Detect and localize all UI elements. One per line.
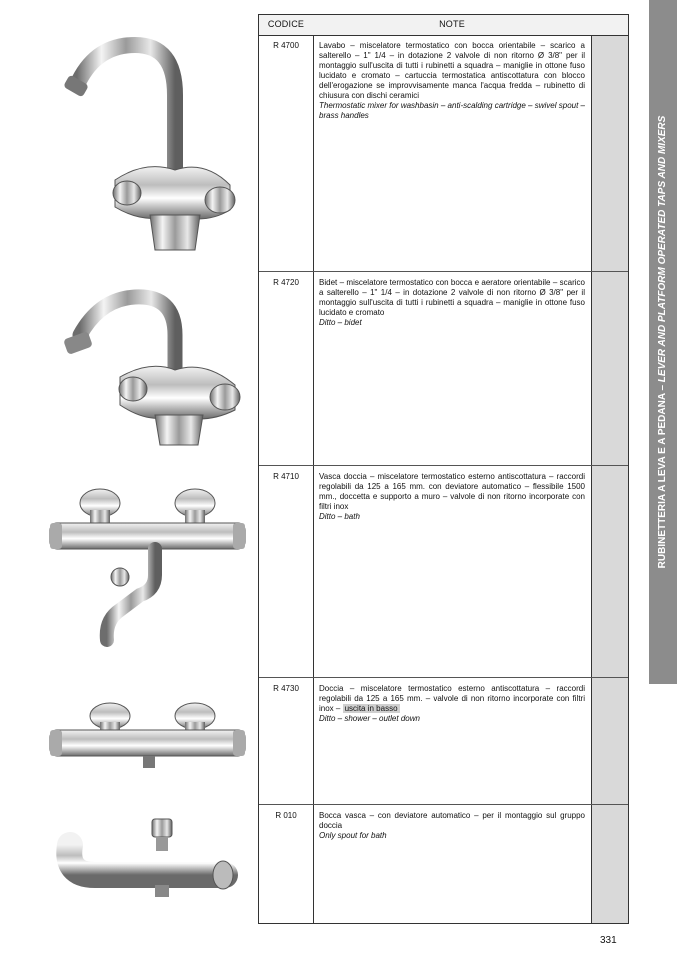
table-header [259, 15, 628, 36]
note-italian: Bidet – miscelatore termostatico con bocca e aeratore orientabile – scarico a salterello – 1" 1/4 – in dotazione 2 valvole di non ritorno Ø 3/8" per il montaggio sull'uscita di tutti i rubinetti a squadra – maniglie in ottone fuso lucidato e cromato [319, 278, 585, 317]
note-english: Ditto – bidet [319, 318, 362, 327]
washbasin-mixer-image [55, 35, 245, 255]
section-title-english: LEVER AND PLATFORM OPERATED TAPS AND MIXERS [657, 115, 668, 383]
product-note [319, 472, 585, 522]
column-header-note: NOTE [439, 19, 465, 29]
note-highlight: uscita in basso [344, 704, 398, 713]
product-note [319, 278, 585, 328]
section-side-tab [649, 0, 677, 684]
note-italian: Lavabo – miscelatore termostatico con bocca orientabile – scarico a salterello – 1" 1/4 – in dotazione 2 valvole di non ritorno Ø 3/8" per il montaggio sull'uscita di tutti i rubinetti a squadra – maniglie in ottone fuso lucidato e cromato – cartuccia termostatica antiscottatura con blocco dell'erogazione se improvvisamente manca l'acqua fredda – rubinetto di chiusura con dischi ceramici [319, 41, 585, 100]
note-english: Ditto – bath [319, 512, 360, 521]
table-row [259, 677, 628, 804]
product-code: R 4710 [273, 472, 299, 481]
note-english: Thermostatic mixer for washbasin – anti-scalding cartridge – swivel spout – brass handles [319, 101, 585, 120]
note-italian: Bocca vasca – con deviatore automatico – per il montaggio sul gruppo doccia [319, 811, 585, 830]
note-english: Ditto – shower – outlet down [319, 714, 420, 723]
product-images-column [0, 0, 258, 958]
bidet-mixer-image [55, 285, 245, 450]
product-note [319, 684, 585, 724]
product-code: R 4730 [273, 684, 299, 693]
product-note [319, 41, 585, 121]
product-code: R 4700 [273, 41, 299, 50]
section-title-italian: RUBINETTERIA A LEVA E A PEDANA [657, 393, 668, 569]
shower-mixer-image [45, 700, 250, 775]
table-row [259, 465, 628, 677]
section-title-separator: – [657, 384, 668, 391]
table-row [259, 271, 628, 465]
product-code: R 010 [275, 811, 297, 820]
bath-shower-mixer-image [45, 485, 250, 655]
table-row [259, 804, 628, 924]
table-row [259, 35, 628, 270]
product-table [258, 14, 629, 924]
note-italian: Doccia – miscelatore termostatico esterno antiscottatura – raccordi regolabili da 125 a 165 mm. – valvole di non ritorno incorporate con filtri inox – [319, 684, 585, 713]
section-title [649, 0, 677, 684]
bath-spout-image [55, 815, 245, 905]
note-english: Only spout for bath [319, 831, 387, 840]
column-header-code: CODICE [267, 19, 305, 29]
product-note [319, 811, 585, 841]
note-italian: Vasca doccia – miscelatore termostatico esterno antiscottatura – raccordi regolabili da 125 a 165 mm. con deviatore automatico – flessibile 1500 mm., doccetta e supporto a muro – valvole di non ritorno incorporate con filtri inox [319, 472, 585, 511]
page-number: 331 [600, 935, 617, 946]
product-code: R 4720 [273, 278, 299, 287]
